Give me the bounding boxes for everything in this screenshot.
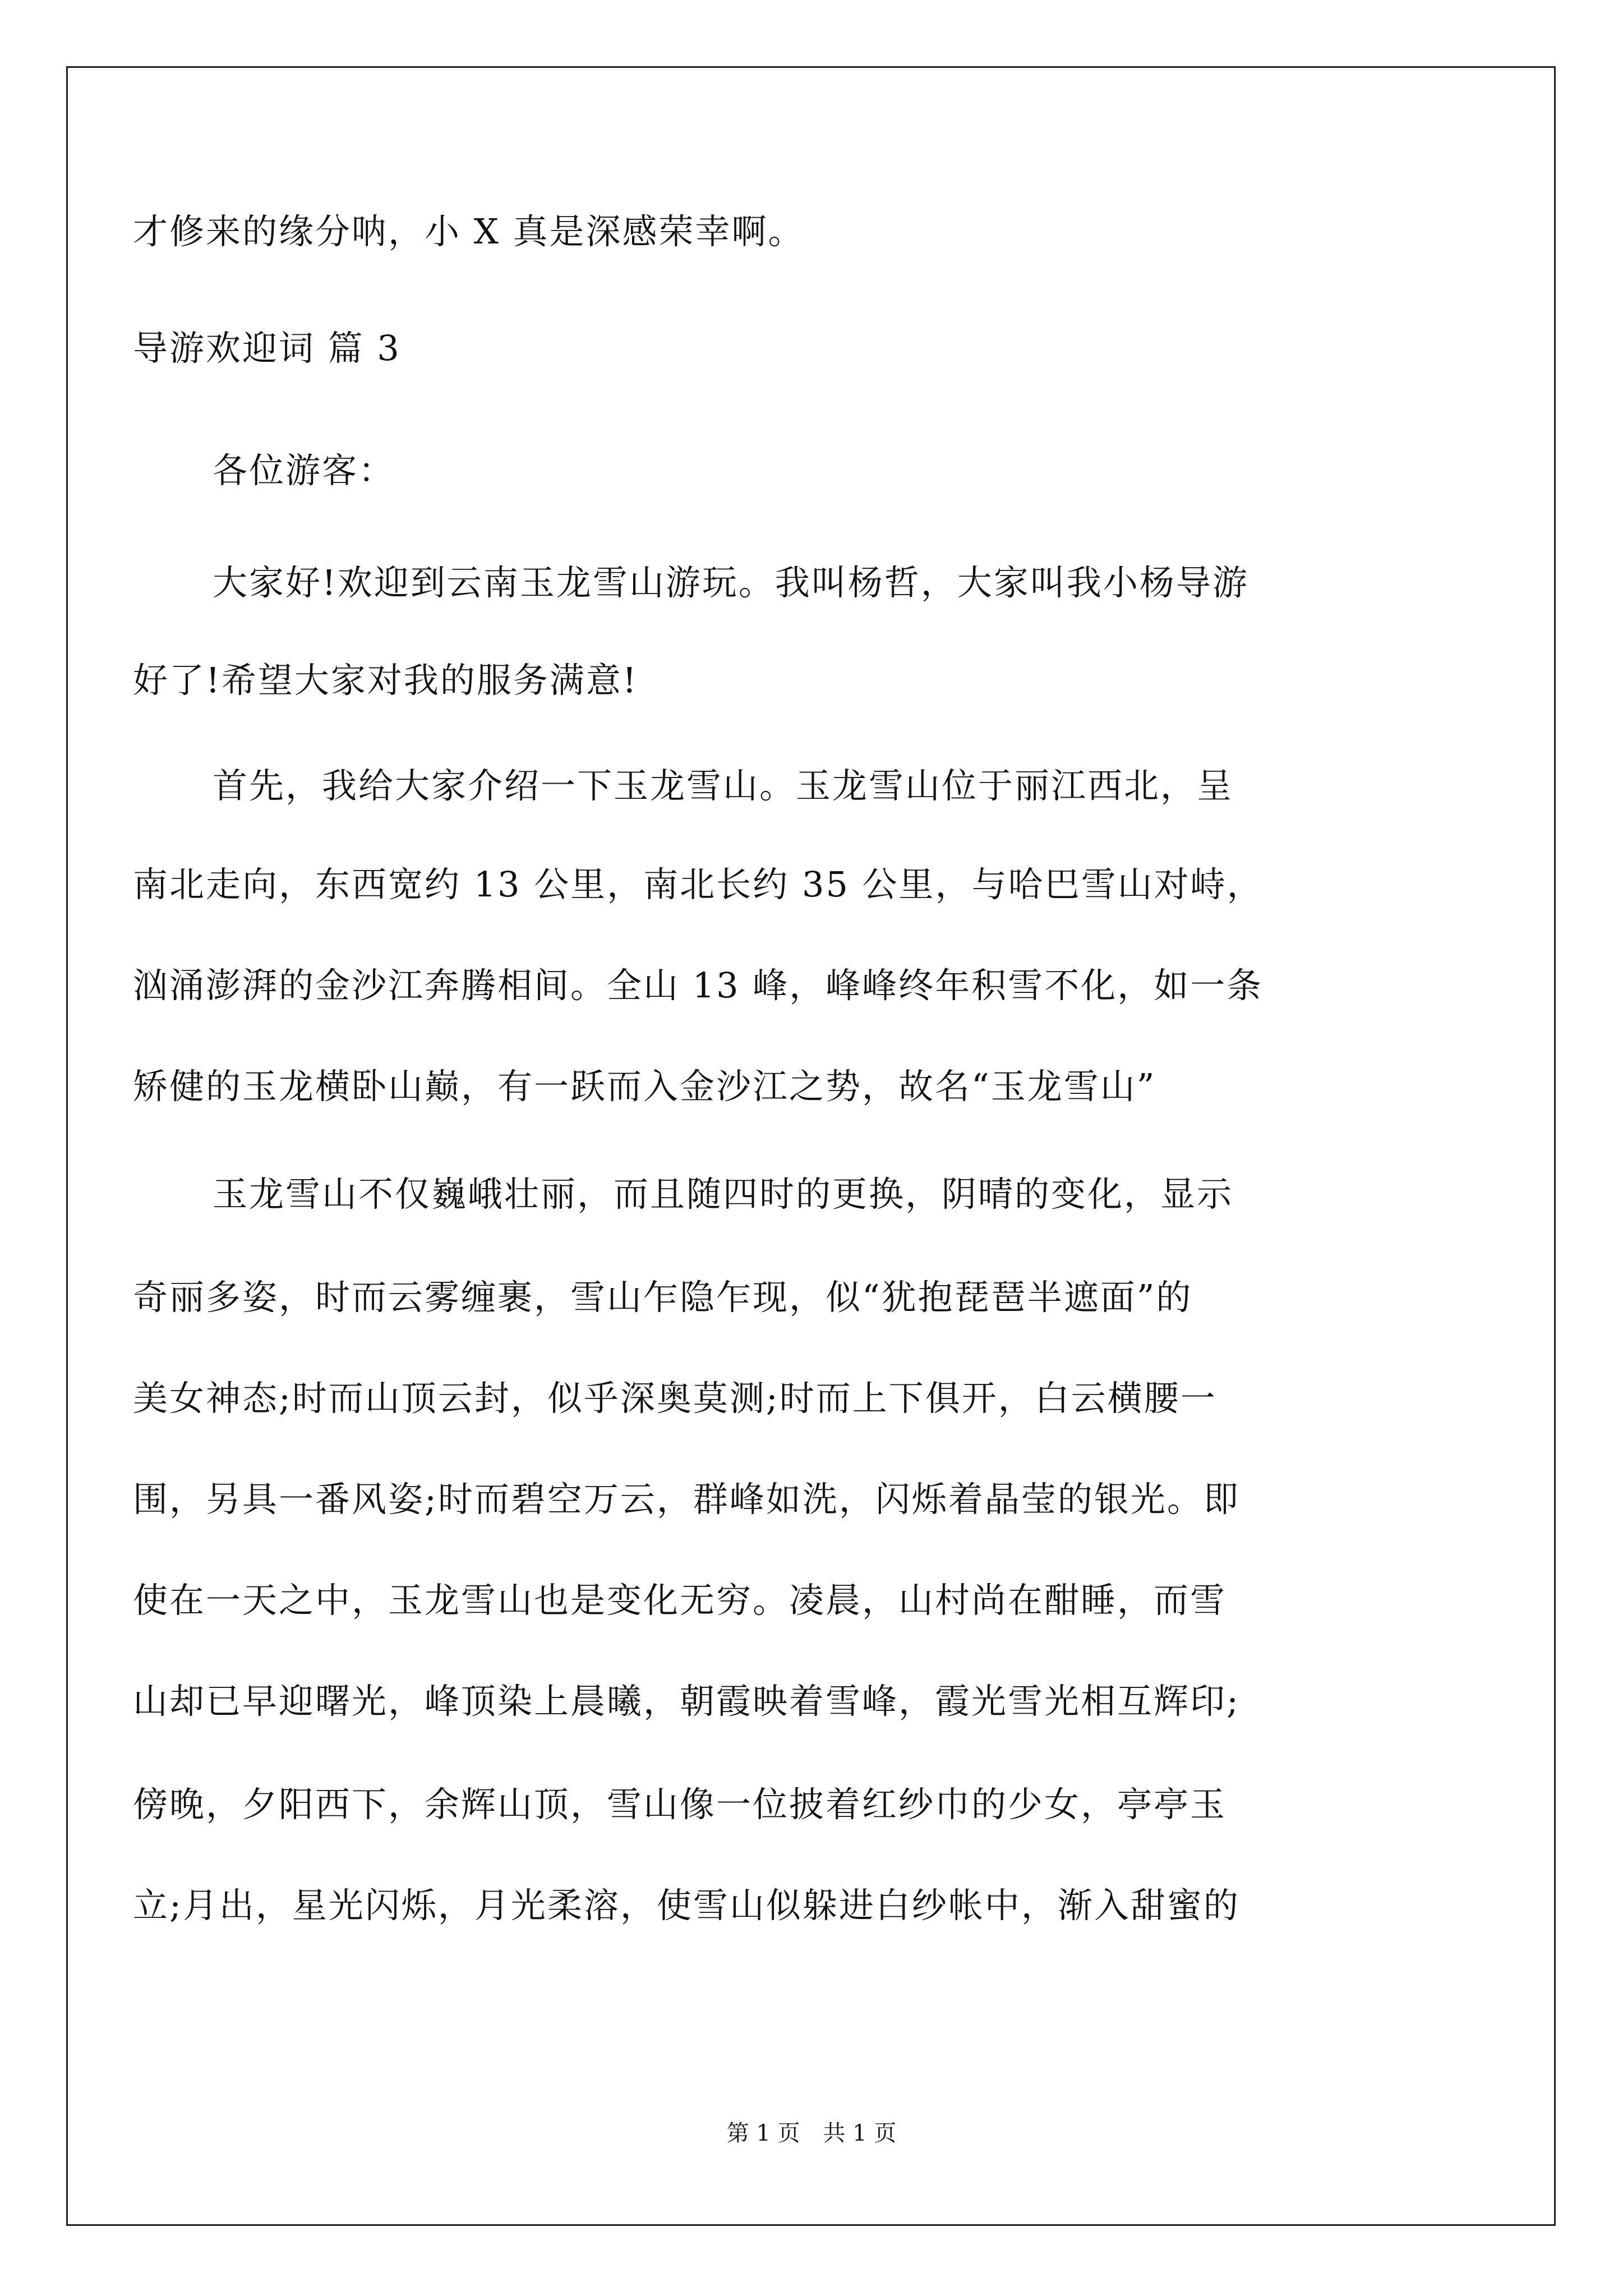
text-line: 各位游客： — [213, 450, 395, 491]
text-line: 南北走向，东西宽约 13 公里，南北长约 35 公里，与哈巴雪山对峙， — [133, 864, 1264, 905]
text-line: 首先，我给大家介绍一下玉龙雪山。玉龙雪山位于丽江西北，呈 — [213, 765, 1234, 806]
page-total: 共 1 页 — [823, 2120, 897, 2146]
text-line: 好了!希望大家对我的服务满意! — [133, 660, 638, 701]
text-line: 围，另具一番风姿;时而碧空万云，群峰如洗，闪烁着晶莹的银光。即 — [133, 1479, 1240, 1520]
text-line: 山却已早迎曙光，峰顶染上晨曦，朝霞映着雪峰，霞光雪光相互辉印; — [133, 1681, 1240, 1722]
text-line: 大家好!欢迎到云南玉龙雪山游玩。我叫杨哲，大家叫我小杨导游 — [213, 562, 1249, 603]
text-line: 汹涌澎湃的金沙江奔腾相间。全山 13 峰，峰峰终年积雪不化，如一条 — [133, 965, 1264, 1006]
text-line: 使在一天之中，玉龙雪山也是变化无穷。凌晨，山村尚在酣睡，而雪 — [133, 1580, 1227, 1621]
text-line: 奇丽多姿，时而云雾缠裹，雪山乍隐乍现，似“犹抱琵琶半遮面”的 — [133, 1277, 1193, 1318]
text-line: 美女神态;时而山顶云封，似乎深奥莫测;时而上下俱开，白云横腰一 — [133, 1378, 1217, 1419]
text-line: 才修来的缘分呐，小 X 真是深感荣幸啊。 — [133, 211, 805, 252]
page-number: 第 1 页 — [726, 2120, 800, 2146]
page-footer — [0, 2122, 1623, 2145]
section-heading: 导游欢迎词 篇 3 — [133, 328, 401, 369]
text-line: 傍晚，夕阳西下，余辉山顶，雪山像一位披着红纱巾的少女，亭亭玉 — [133, 1784, 1227, 1825]
text-line: 玉龙雪山不仅巍峨壮丽，而且随四时的更换，阴晴的变化，显示 — [213, 1174, 1234, 1214]
text-line: 立;月出，星光闪烁，月光柔溶，使雪山似躲进白纱帐中，渐入甜蜜的 — [133, 1885, 1240, 1926]
text-line: 矫健的玉龙横卧山巅，有一跃而入金沙江之势，故名“玉龙雪山” — [133, 1066, 1156, 1107]
